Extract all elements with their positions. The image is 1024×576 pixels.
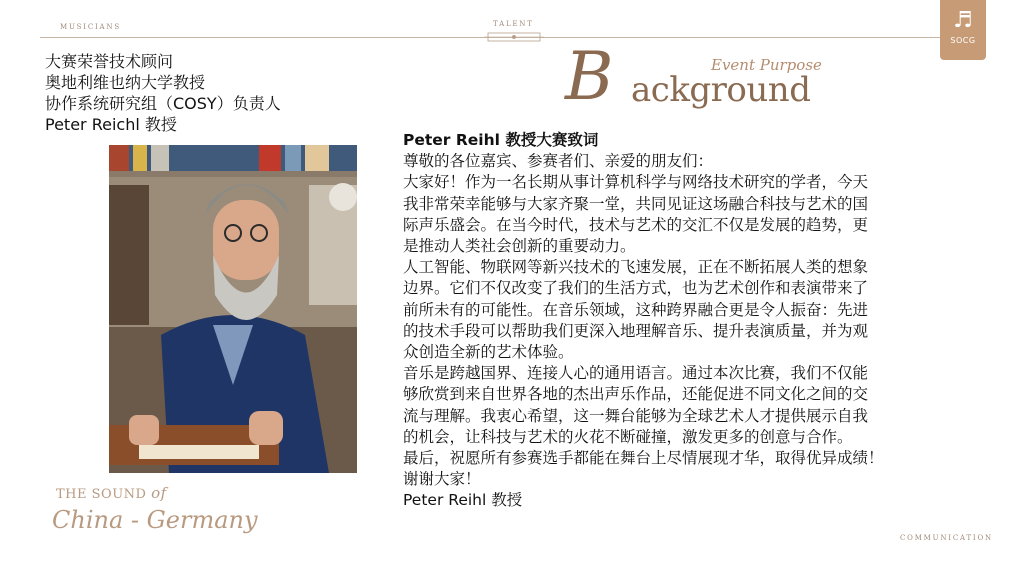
sound-label: THE SOUND — [56, 487, 147, 502]
speech-line: 谢谢大家！ — [403, 470, 481, 489]
person-title-line: 协作系统研究组（COSY）负责人 — [45, 94, 281, 113]
speech-line: 众创造全新的艺术体验。 — [403, 343, 574, 362]
person-title-line: 大赛荣誉技术顾问 — [45, 52, 174, 71]
event-purpose-label: Event Purpose — [711, 56, 822, 74]
ornament-icon — [484, 30, 544, 44]
speech-line: 人工智能、物联网等新兴技术的飞速发展，正在不断拓展人类的想象 — [403, 258, 869, 277]
person-name: Peter Reichl 教授 — [45, 115, 177, 134]
speech-line: 前所未有的可能性。在音乐领域，这种跨界融合更是令人振奋：先进 — [403, 300, 869, 319]
speech-line: 的技术手段可以帮助我们更深入地理解音乐、提升表演质量，并为观 — [403, 321, 869, 340]
speech-line: 际声乐盛会。在当今时代，技术与艺术的交汇不仅是发展的趋势，更 — [403, 215, 869, 234]
china-germany-label: China - Germany — [52, 506, 258, 534]
speech-line: 的机会，让科技与艺术的火花不断碰撞，激发更多的创意与合作。 — [403, 427, 853, 446]
logo-text: SOCG — [950, 36, 976, 45]
speech-line: 最后，祝愿所有参赛选手都能在舞台上尽情展现才华，取得优异成绩！ — [403, 449, 884, 468]
speech-signature: Peter Reihl 教授 — [403, 491, 523, 510]
music-note-icon: ♬ — [953, 8, 973, 33]
speech-line: 够欣赏到来自世界各地的杰出声乐作品，还能促进不同文化之间的交 — [403, 385, 869, 404]
header-musicians-label: MUSICIANS — [60, 23, 121, 31]
person-title-line: 奥地利维也纳大学教授 — [45, 73, 206, 92]
speech-line: 是推动人类社会创新的重要动力。 — [403, 237, 636, 256]
speech-heading: Peter Reihl 教授大赛致词 — [403, 131, 599, 149]
header-talent-label: TALENT — [493, 20, 534, 28]
title-word: ackground — [631, 70, 811, 110]
speech-line: 尊敬的各位嘉宾、参赛者们、亲爱的朋友们： — [403, 152, 714, 171]
of-label: of — [151, 484, 167, 502]
speech-line: 我非常荣幸能够与大家齐聚一堂，共同见证这场融合科技与艺术的国 — [403, 194, 869, 213]
speech-line: 边界。它们不仅改变了我们的生活方式，也为艺术创作和表演带来了 — [403, 279, 869, 298]
speech-line: 大家好！作为一名长期从事计算机科学与网络技术研究的学者，今天 — [403, 173, 869, 192]
communication-label: COMMUNICATION — [900, 534, 993, 542]
title-initial: B — [565, 38, 614, 115]
portrait-photo — [109, 145, 357, 473]
speech-line: 流与理解。我衷心希望，这一舞台能够为全球艺术人才提供展示自我 — [403, 406, 869, 425]
socg-logo — [940, 0, 986, 60]
person-titles — [45, 51, 281, 135]
speech-line: 音乐是跨越国界、连接人心的通用语言。通过本次比赛，我们不仅能 — [403, 364, 869, 383]
speech-text — [403, 130, 963, 512]
sound-of-china-germany-logo — [52, 484, 258, 540]
background-title — [565, 38, 825, 116]
